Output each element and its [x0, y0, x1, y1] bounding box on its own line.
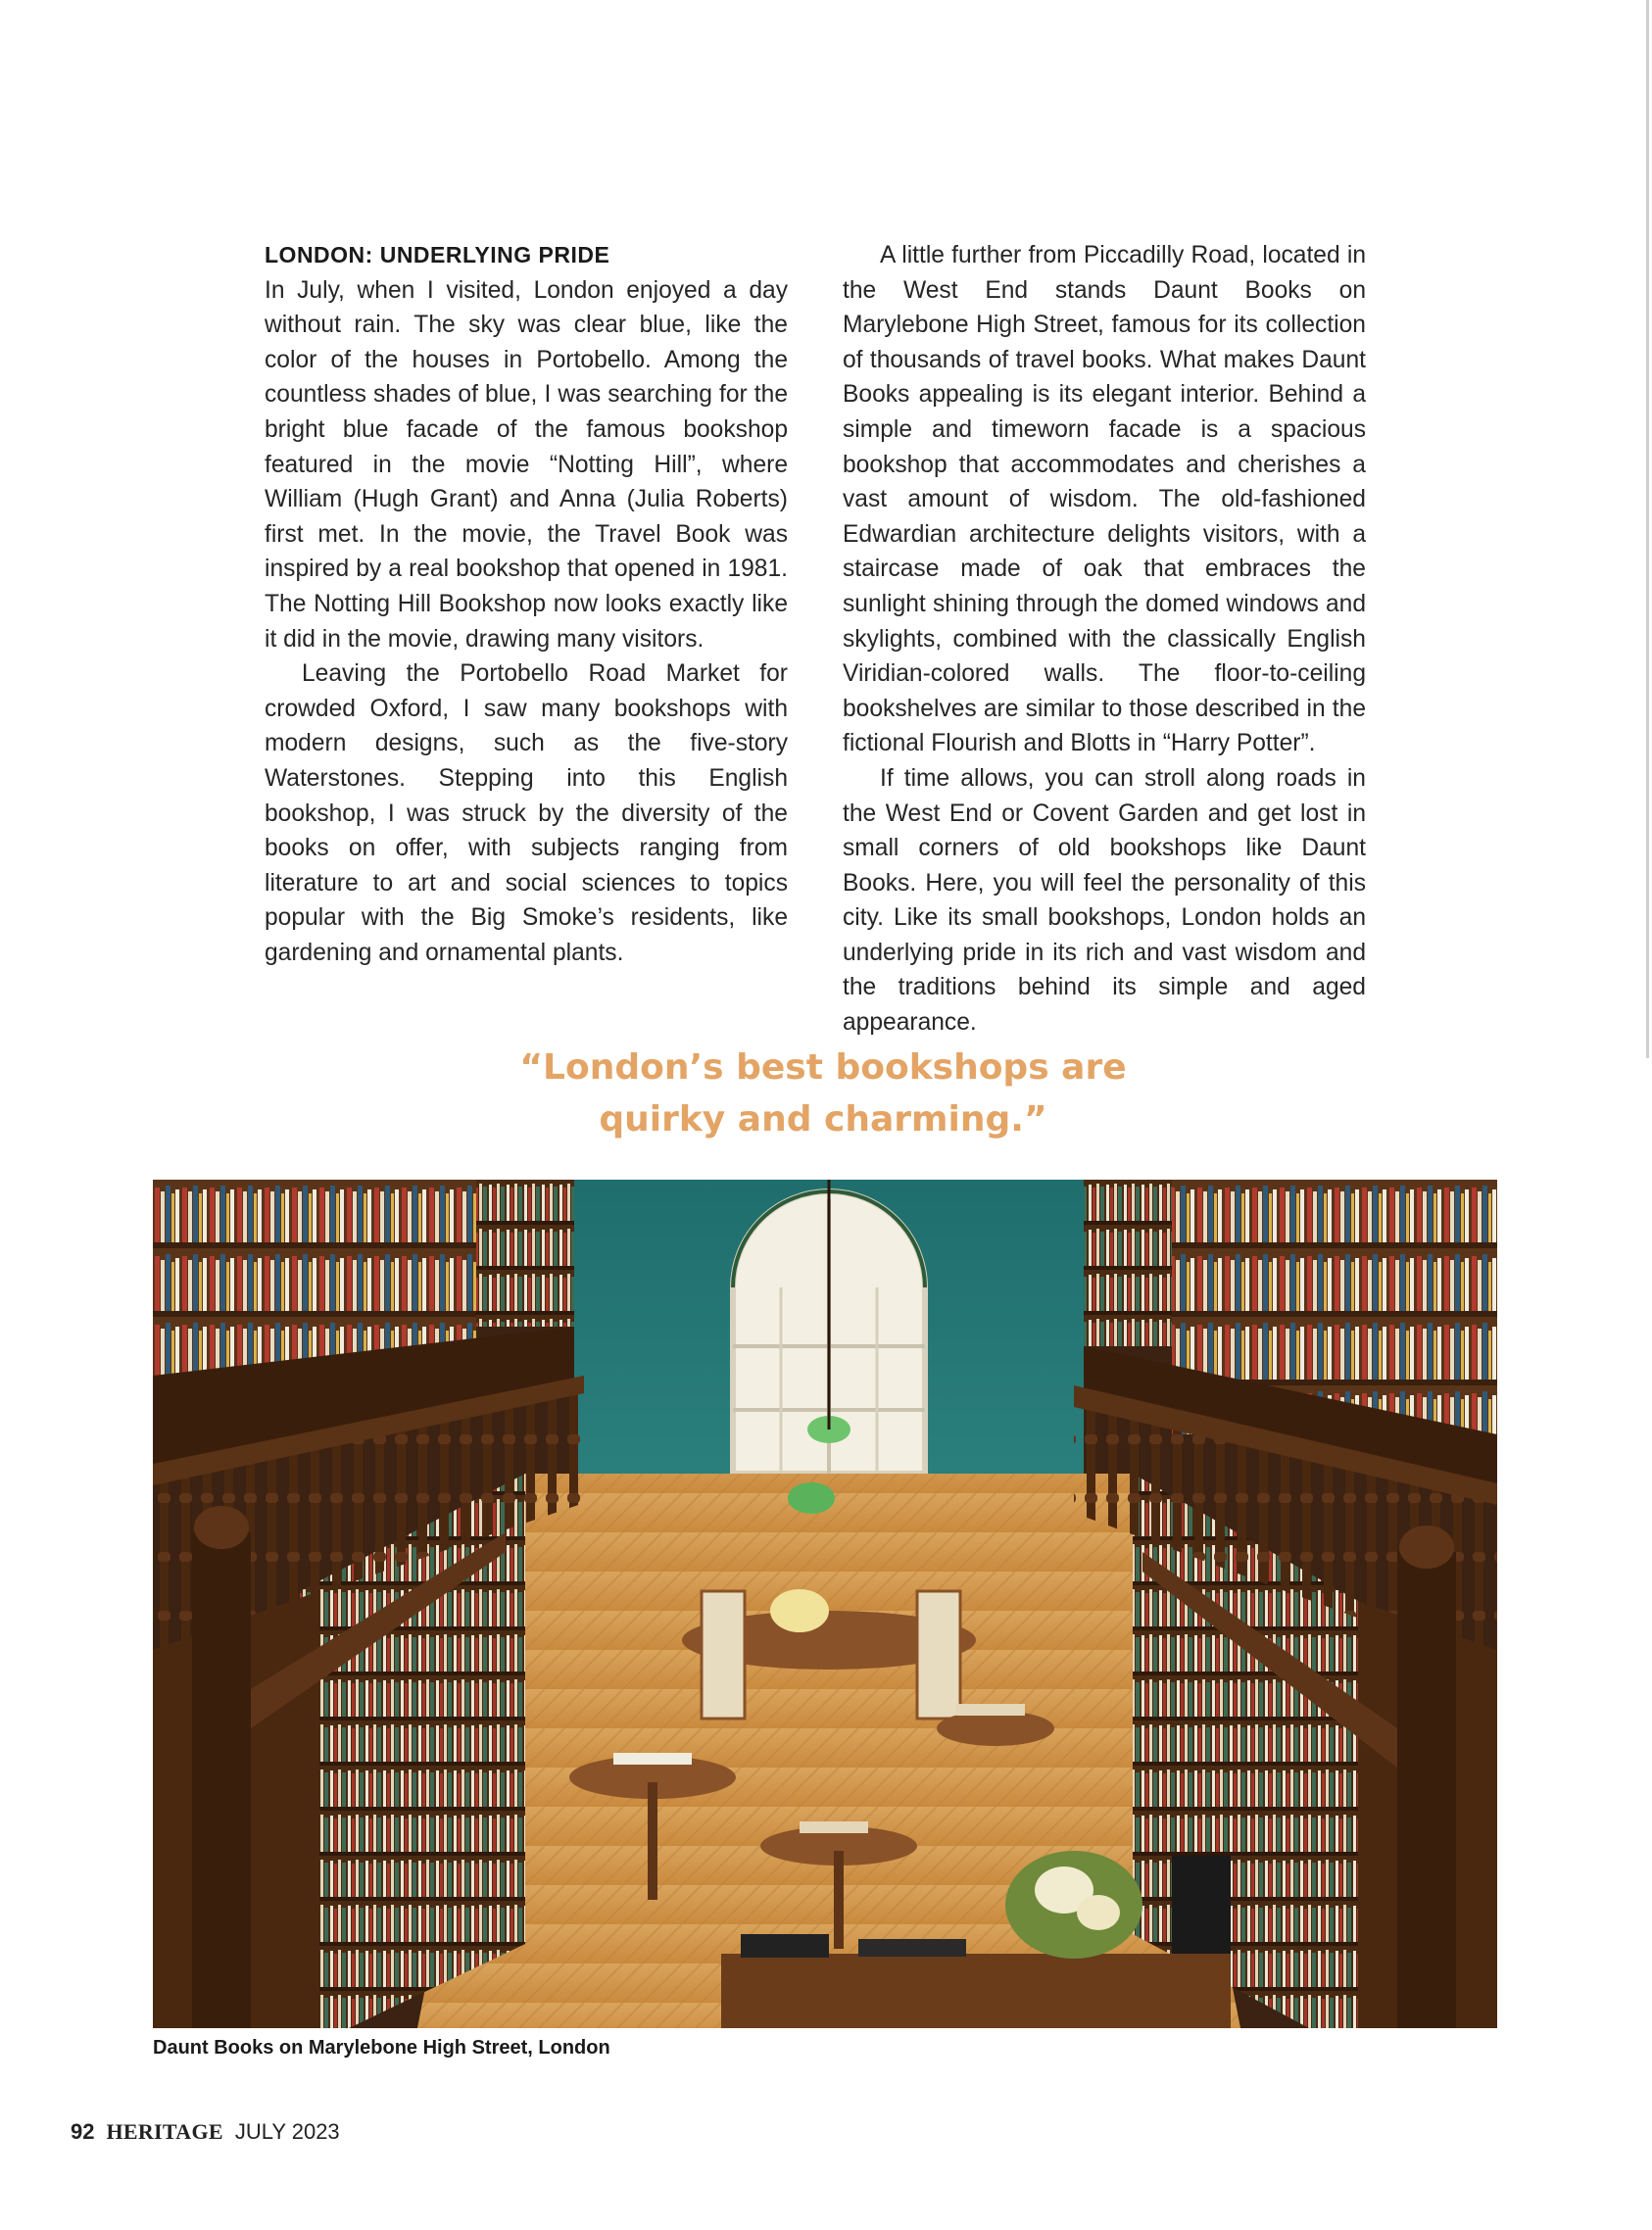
photo-caption: Daunt Books on Marylebone High Street, London	[153, 2037, 610, 2059]
pull-quote	[265, 1042, 1382, 1145]
magazine-name: HERITAGE	[106, 2119, 223, 2144]
bookshop-illustration	[153, 1180, 1497, 2028]
paragraph: If time allows, you can stroll along roads in the West End or Covent Garden and get lost in small corners of old bookshops like Daunt Books. Here, you will feel the personality of this city. Like its small bookshops, London holds an underlying pride in its rich and vast wisdom and the traditions behind its simple and aged appearance.	[843, 764, 1366, 1037]
pull-quote-line: quirky and charming.”	[599, 1099, 1047, 1139]
issue-date: JULY 2023	[234, 2119, 340, 2144]
paragraph: Leaving the Portobello Road Market for crowded Oxford, I saw many bookshops with modern designs, such as the five-story Waterstones. Stepping into this English bookshop, I was struck by the diversity of the books on offer, with subjects ranging from literature to art and social sciences to topics popular with the Big Smoke’s residents, like gardening and ornamental plants.	[265, 660, 788, 966]
page-footer	[71, 2119, 340, 2145]
pull-quote-line: “London’s best bookshops are	[519, 1047, 1127, 1088]
article-column-right	[843, 238, 1366, 1041]
page-number: 92	[71, 2119, 95, 2144]
paragraph: In July, when I visited, London enjoyed a day without rain. The sky was clear blue, like the color of the houses in Portobello. Among the countless shades of blue, I was searching for the bright blue facade of the famous bookshop featured in the movie “Notting Hill”, where William (Hugh Grant) and Anna (Julia Roberts) first met. In the movie, the Travel Book was inspired by a real bookshop that opened in 1981. The Notting Hill Bookshop now looks exactly like it did in the movie, drawing many visitors.	[265, 276, 788, 653]
article-column-left	[265, 238, 788, 970]
paragraph: A little further from Piccadilly Road, located in the West End stands Daunt Books on Marylebone High Street, famous for its collection of thousands of travel books. What makes Daunt Books appealing is its elegant interior. Behind a simple and timeworn facade is a spacious bookshop that accommodates and cherishes a vast amount of wisdom. The old-fashioned Edwardian architecture delights visitors, with a staircase made of oak that embraces the sunlight shining through the domed windows and skylights, combined with the classically English Viridian-colored walls. The floor-to-ceiling bookshelves are similar to those described in the fictional Flourish and Blotts in “Harry Potter”.	[843, 242, 1366, 757]
bookshop-photo	[153, 1180, 1497, 2028]
page-edge-rule	[1646, 0, 1649, 1058]
section-heading: LONDON: UNDERLYING PRIDE	[265, 242, 610, 267]
